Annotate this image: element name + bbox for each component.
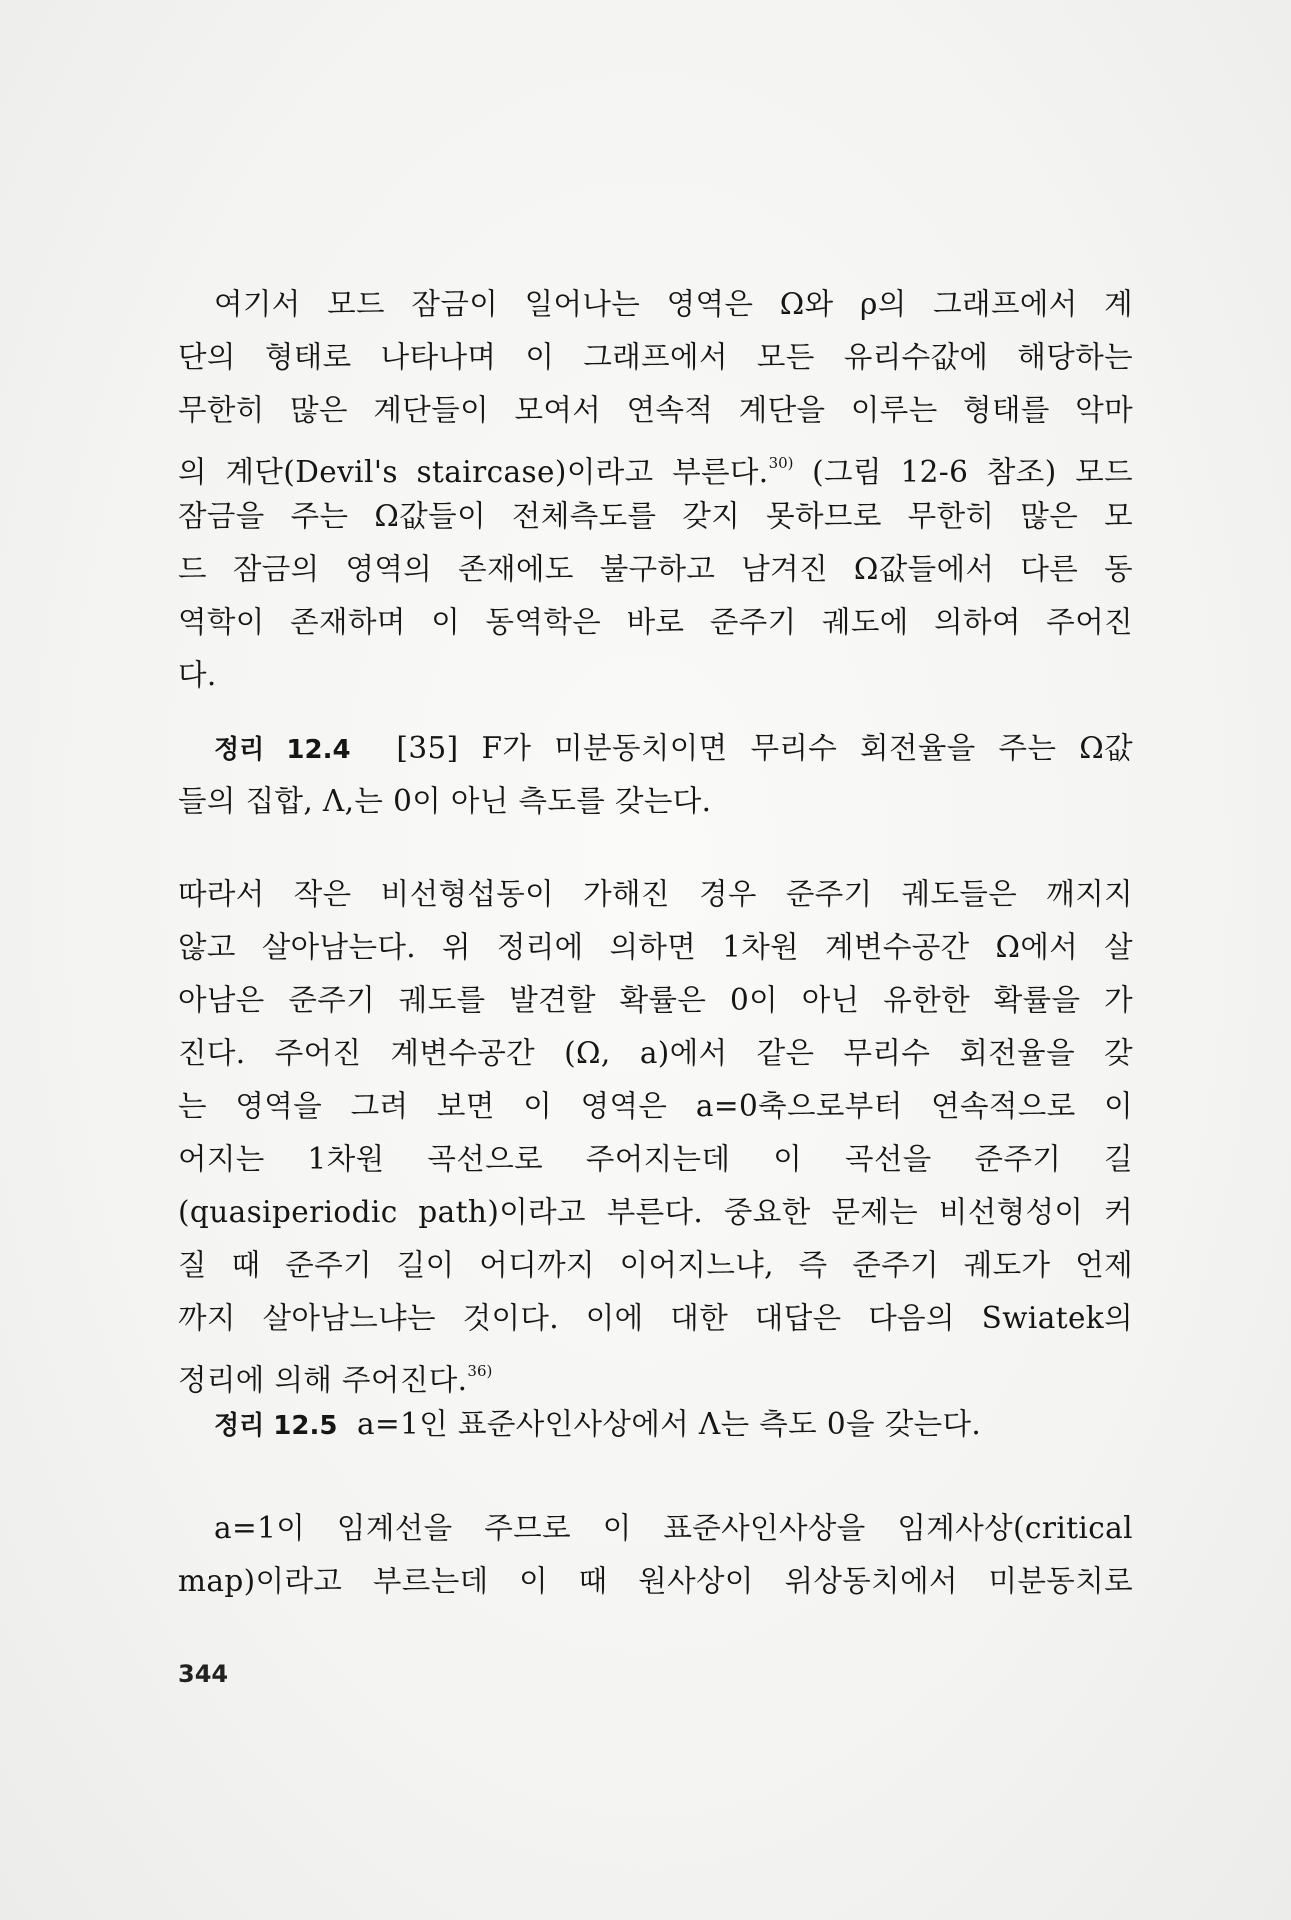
text-line-with-footnote (178, 437, 1133, 490)
text-segment: a=1인 표준사인사상에서 Λ는 측도 0을 갖는다. (357, 1407, 982, 1441)
text-line: 다. (178, 658, 217, 692)
text-line: map)이라고 부르는데 이 때 원사상이 위상동치에서 미분동치로 (178, 1564, 1133, 1598)
footnote-ref: 30) (768, 454, 794, 472)
theorem-line (178, 722, 1133, 775)
text-line: 역학이 존재하며 이 동역학은 바로 준주기 궤도에 의하여 주어진 (178, 605, 1133, 639)
text-line: (quasiperiodic path)이라고 부른다. 중요한 문제는 비선형성이 커 (178, 1195, 1133, 1229)
text-line: 는 영역을 그려 보면 이 영역은 a=0축으로부터 연속적으로 이 (178, 1089, 1133, 1123)
text-segment: 정리에 의해 주어진다. (178, 1363, 468, 1397)
theorem-12-5 (178, 1398, 1133, 1451)
text-line: 않고 살아남는다. 위 정리에 의하면 1차원 계변수공간 Ω에서 살 (178, 930, 1133, 964)
theorem-label: 정리 12.5 (214, 1411, 338, 1441)
text-line: 단의 형태로 나타나며 이 그래프에서 모든 유리수값에 해당하는 (178, 340, 1133, 374)
text-line-with-footnote (178, 1345, 1133, 1398)
theorem-12-4 (178, 722, 1133, 828)
theorem-label: 정리 12.4 (214, 735, 351, 765)
text-line: 어지는 1차원 곡선으로 주어지는데 이 곡선을 준주기 길 (178, 1142, 1133, 1176)
text-line: 드 잠금의 영역의 존재에도 불구하고 남겨진 Ω값들에서 다른 동 (178, 552, 1133, 586)
footnote-ref: 36) (467, 1362, 493, 1380)
text-segment: [35] F가 미분동치이면 무리수 회전율을 주는 Ω값 (396, 731, 1134, 765)
text-line: 잠금을 주는 Ω값들이 전체측도를 갖지 못하므로 무한히 많은 모 (178, 499, 1133, 533)
paragraph-critical-map (178, 1502, 1133, 1608)
text-line: 질 때 준주기 길이 어디까지 이어지느냐, 즉 준주기 궤도가 언제 (178, 1248, 1133, 1282)
text-line: 아남은 준주기 궤도를 발견할 확률은 0이 아닌 유한한 확률을 가 (178, 983, 1133, 1017)
page-number: 344 (178, 1660, 229, 1688)
text-line: 무한히 많은 계단들이 모여서 연속적 계단을 이루는 형태를 악마 (178, 393, 1133, 427)
paragraph-devils-staircase (178, 278, 1133, 702)
text-line: a=1이 임계선을 주므로 이 표준사인사상을 임계사상(critical (214, 1511, 1133, 1545)
paragraph-quasiperiodic-path (178, 868, 1133, 1398)
text-line: 들의 집합, Λ,는 0이 아닌 측도를 갖는다. (178, 784, 712, 818)
text-line: 따라서 작은 비선형섭동이 가해진 경우 준주기 궤도들은 깨지지 (178, 877, 1133, 911)
theorem-line (178, 1398, 1133, 1451)
text-segment: 의 계단(Devil's staircase)이라고 부른다. (178, 455, 769, 489)
text-line: 까지 살아남느냐는 것이다. 이에 대한 대답은 다음의 Swiatek의 (178, 1301, 1133, 1335)
text-line: 여기서 모드 잠금이 일어나는 영역은 Ω와 ρ의 그래프에서 계 (214, 287, 1133, 321)
text-segment: (그림 12-6 참조) 모드 (812, 455, 1134, 489)
text-line: 진다. 주어진 계변수공간 (Ω, a)에서 같은 무리수 회전율을 갖 (178, 1036, 1133, 1070)
